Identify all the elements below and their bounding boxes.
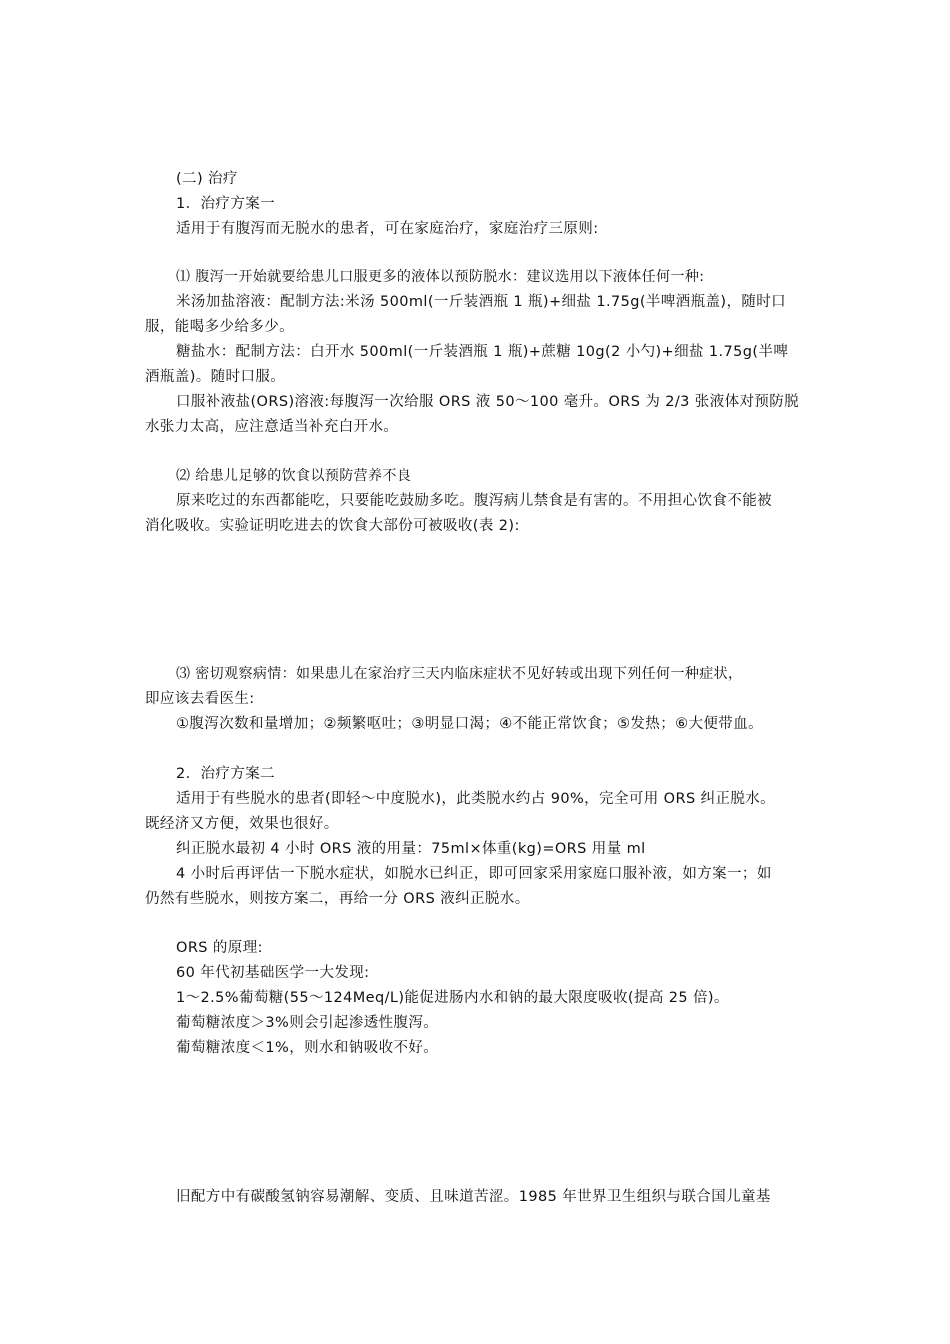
- plan1-intro: 适用于有腹泻而无脱水的患者，可在家庭治疗，家庭治疗三原则:: [176, 221, 599, 237]
- sugar-salt-line2: 酒瓶盖)。随时口服。: [145, 369, 286, 385]
- plan2-reassess-line2: 仍然有些脱水，则按方案二，再给一分 ORS 液纠正脱水。: [145, 891, 530, 907]
- ors-principle-line1: 60 年代初基础医学一大发现:: [176, 965, 370, 981]
- ors-principle-line2: 1～2.5%葡萄糖(55～124Meq/L)能促进肠内水和钠的最大限度吸收(提高 25 倍)。: [176, 990, 729, 1006]
- ors-principle-line3: 葡萄糖浓度＞3%则会引起渗透性腹泻。: [176, 1015, 439, 1031]
- principle2-body-line1: 原来吃过的东西都能吃，只要能吃鼓励多吃。腹泻病儿禁食是有害的。不用担心饮食不能被: [176, 493, 772, 509]
- principle2-title: ⑵ 给患儿足够的饮食以预防营养不良: [176, 468, 412, 484]
- closing-paragraph: 旧配方中有碳酸氢钠容易潮解、变质、且味道苦涩。1985 年世界卫生组织与联合国儿童基: [176, 1189, 771, 1205]
- ors-principle-title: ORS 的原理:: [176, 940, 263, 956]
- principle2-body-line2: 消化吸收。实验证明吃进去的饮食大部份可被吸收(表 2):: [145, 518, 520, 534]
- principle3-title-line1: ⑶ 密切观察病情：如果患儿在家治疗三天内临床症状不见好转或出现下列任何一种症状，: [176, 666, 743, 682]
- plan2-reassess-line1: 4 小时后再评估一下脱水症状，如脱水已纠正，即可回家采用家庭口服补液，如方案一；如: [176, 866, 772, 882]
- section-heading: (二) 治疗: [176, 171, 238, 187]
- plan2-intro-line1: 适用于有些脱水的患者(即轻～中度脱水)，此类脱水约占 90%，完全可用 ORS 纠正脱水。: [176, 791, 776, 807]
- ors-principle-line4: 葡萄糖浓度＜1%，则水和钠吸收不好。: [176, 1040, 439, 1056]
- rice-solution-line1: 米汤加盐溶液：配制方法:米汤 500ml(一斤装酒瓶 1 瓶)+细盐 1.75g(半啤酒瓶盖)，随时口: [176, 294, 787, 310]
- principle1-title: ⑴ 腹泻一开始就要给患儿口服更多的液体以预防脱水：建议选用以下液体任何一种:: [176, 269, 705, 285]
- ors-solution-line2: 水张力太高，应注意适当补充白开水。: [145, 419, 399, 435]
- plan2-intro-line2: 既经济又方便，效果也很好。: [145, 816, 339, 832]
- sugar-salt-line1: 糖盐水：配制方法：白开水 500ml(一斤装酒瓶 1 瓶)+蔗糖 10g(2 小勺)+细盐 1.75g(半啤: [176, 344, 789, 360]
- plan2-dosage: 纠正脱水最初 4 小时 ORS 液的用量：75ml×体重(kg)=ORS 用量 ml: [176, 841, 646, 857]
- rice-solution-line2: 服，能喝多少给多少。: [145, 319, 294, 335]
- ors-solution-line1: 口服补液盐(ORS)溶液:每腹泻一次给服 ORS 液 50～100 毫升。ORS 为 2/3 张液体对预防脱: [176, 394, 800, 410]
- principle3-title-line2: 即应该去看医生:: [145, 691, 255, 707]
- plan2-title: 2．治疗方案二: [176, 766, 276, 782]
- symptom-list: ①腹泻次数和量增加；②频繁呕吐；③明显口渴；④不能正常饮食；⑤发热；⑥大便带血。: [176, 716, 763, 732]
- plan1-title: 1．治疗方案一: [176, 196, 276, 212]
